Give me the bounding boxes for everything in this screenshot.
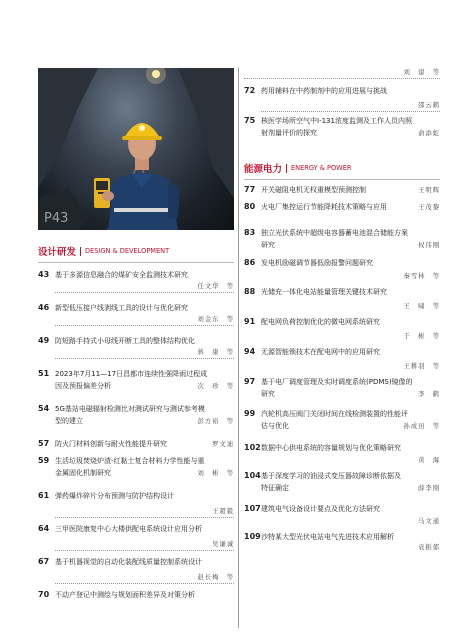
- cover-photo-miner: [38, 68, 234, 230]
- toc-page-number: 91: [244, 317, 256, 326]
- toc-author: 次 珍 等: [197, 383, 234, 390]
- toc-page-number: 75: [244, 116, 256, 125]
- toc-page-number: 80: [244, 202, 256, 211]
- right-column: [244, 68, 440, 555]
- toc-title: 开关磁阻电机无权重模型预测控制: [261, 186, 366, 194]
- toc-author: 黄 海: [418, 457, 440, 464]
- toc-title: 独立光伏系统中超级电容器蓄电池混合储能方案 研究: [261, 229, 408, 249]
- toc-title: 药用辅料在中药制剂中的应用进展与挑战: [261, 87, 387, 95]
- toc-author: 王 啸 等: [403, 303, 440, 310]
- toc-author: 王明辉: [418, 187, 440, 194]
- right-pre-list: [244, 85, 440, 155]
- toc-page-number: 77: [244, 185, 256, 194]
- toc-page-number: 59: [38, 456, 50, 465]
- left-column: [38, 68, 234, 605]
- toc-page-number: 51: [38, 369, 50, 378]
- toc-page-number: 49: [38, 336, 50, 345]
- toc-author: 于 彬 等: [403, 333, 440, 340]
- toc-author: 权伟刚: [418, 242, 440, 249]
- toc-author: 刘金东 等: [55, 315, 234, 326]
- left-toc-list: [38, 269, 234, 605]
- toc-author: 任文华 等: [55, 282, 234, 293]
- section-rule: [244, 179, 440, 180]
- right-toc-list: [244, 184, 440, 555]
- toc-entry[interactable]: [38, 403, 234, 438]
- toc-page-number: 104: [244, 471, 261, 480]
- toc-entry[interactable]: [244, 408, 440, 442]
- toc-entry[interactable]: [38, 302, 234, 335]
- toc-page-number: 54: [38, 404, 50, 413]
- toc-page-number: 64: [38, 524, 50, 533]
- toc-author: 王耕羽 等: [403, 363, 440, 370]
- toc-page-number: 46: [38, 303, 50, 312]
- toc-author: 邵云鹤: [261, 101, 440, 112]
- toc-author: 赵长梅 等: [55, 573, 234, 584]
- toc-entry[interactable]: [244, 470, 440, 503]
- toc-entry[interactable]: [38, 368, 234, 403]
- toc-page-number: 72: [244, 86, 256, 95]
- toc-title: 基于深度学习的油浸式变压器故障诊断依据及 特征确定: [261, 472, 401, 492]
- toc-title: 基于电厂调度管理及实时调度系统(PDMS)镜像的 研究: [261, 378, 413, 398]
- toc-entry[interactable]: [244, 286, 440, 316]
- toc-entry[interactable]: [244, 227, 440, 257]
- toc-title: 火电厂集控运行节能降耗技术策略与应用: [261, 203, 387, 211]
- toc-title: 发电机励磁调节器低励报警问题研究: [261, 259, 373, 267]
- toc-author: 吴谦诚: [55, 540, 234, 551]
- toc-author: 俞添虹: [418, 130, 440, 137]
- toc-entry[interactable]: [244, 346, 440, 376]
- toc-author: 薛李刚: [418, 485, 440, 492]
- toc-page-number: 94: [244, 347, 256, 356]
- toc-entry[interactable]: [244, 442, 440, 470]
- toc-entry[interactable]: [244, 503, 440, 531]
- toc-author: 蒋 康 等: [55, 348, 234, 359]
- toc-title: 2023年7月11—17日昌都市连续性强降雨过程成 因及预报偏差分析: [55, 370, 208, 390]
- toc-title: 防短路手持式小母线开断工具的整体结构优化: [55, 337, 195, 345]
- toc-author: 袁振郁: [418, 544, 440, 551]
- toc-title: 配电网负荷控制优化的微电网系统研究: [261, 318, 380, 326]
- toc-entry[interactable]: [244, 316, 440, 346]
- toc-page-number: 88: [244, 287, 256, 296]
- section-title-en: ENERGY & POWER: [291, 164, 352, 172]
- toc-title: 数据中心供电系统的容量规划与优化策略研究: [261, 444, 401, 452]
- toc-page-number: 57: [38, 439, 50, 448]
- toc-title: 5G基站电磁辐射检测比对测试研究与测试参考模 型的建立: [55, 405, 205, 425]
- toc-title: 基于多源信息融合的煤矿安全监测技术研究: [55, 271, 188, 279]
- toc-page-number: 97: [244, 377, 256, 386]
- section-title-cn: 能源电力: [244, 164, 283, 175]
- toc-entry[interactable]: [244, 257, 440, 286]
- toc-author: 马文通: [418, 518, 440, 525]
- design-development-heading: [38, 244, 234, 263]
- toc-title: 无源智能锁技术在配电网中的应用研究: [261, 348, 380, 356]
- column-divider: [238, 68, 239, 628]
- toc-page-number: 70: [38, 590, 50, 599]
- toc-entry[interactable]: [38, 490, 234, 523]
- toc-author: 王超毅: [55, 507, 234, 518]
- toc-author: 彭方裕 等: [197, 418, 234, 425]
- toc-title: 新型低压接户线剥线工具的设计与优化研究: [55, 304, 188, 312]
- toc-title: 弹药爆炸碎片分布预测与防护结构设计: [55, 492, 174, 500]
- energy-power-heading: [244, 161, 440, 180]
- toc-entry[interactable]: [38, 269, 234, 302]
- section-rule: [38, 262, 234, 263]
- section-divider-bar: [80, 247, 81, 256]
- toc-entry[interactable]: [244, 85, 440, 115]
- toc-entry[interactable]: [244, 201, 440, 227]
- section-title-en: DESIGN & DEVELOPMENT: [85, 247, 170, 255]
- toc-page-number: 109: [244, 532, 261, 541]
- toc-author: 罗文迪: [212, 441, 234, 448]
- toc-author: 孙成田 等: [403, 423, 440, 430]
- toc-title: 生活垃圾焚烧炉渣-红黏土复合材料力学性能与重 金属固化机制研究: [55, 457, 205, 477]
- toc-entry[interactable]: [38, 438, 234, 455]
- toc-page-number: 107: [244, 504, 261, 513]
- toc-page-number: 86: [244, 258, 256, 267]
- toc-entry[interactable]: [38, 523, 234, 556]
- toc-title: 基于机器视觉的自动化装配线质量控制系统设计: [55, 558, 202, 566]
- toc-title: 不动产登记中测绘与规划面积差异及对策分析: [55, 591, 195, 599]
- cover-page-label: P43: [44, 211, 69, 226]
- toc-title: 光储充一体化电站能量管理关键技术研究: [261, 288, 387, 296]
- toc-entry[interactable]: [38, 589, 234, 605]
- toc-author: 刘 彬 等: [197, 470, 234, 477]
- toc-page-number: 83: [244, 228, 256, 237]
- toc-title: 沙特某大型光伏电站电气先进技术应用解析: [261, 533, 394, 541]
- toc-author: 秦雪林 等: [403, 273, 440, 280]
- toc-page-number: 61: [38, 491, 50, 500]
- toc-author: 王茂黎: [418, 204, 440, 211]
- toc-page-number: 102: [244, 443, 261, 452]
- toc-entry[interactable]: [244, 115, 440, 155]
- toc-title: 核医学场所空气中I-131浓度监测及工作人员内照 射剂量评价的探究: [261, 117, 412, 137]
- toc-title: 建筑电气设备设计要点及优化方法研究: [261, 505, 380, 513]
- toc-page-number: 99: [244, 409, 256, 418]
- toc-title: 防火门材料创新与耐火性能提升研究: [55, 440, 167, 448]
- toc-entry[interactable]: [38, 455, 234, 490]
- toc-entry[interactable]: [38, 556, 234, 589]
- section-divider-bar: [286, 164, 287, 173]
- toc-entry[interactable]: [244, 184, 440, 201]
- toc-entry[interactable]: [244, 531, 440, 555]
- toc-title: 三甲医院康复中心大楼供配电系统设计应用分析: [55, 525, 202, 533]
- toc-page-number: 67: [38, 557, 50, 566]
- continued-author: 刘 建 等: [244, 68, 440, 79]
- toc-entry[interactable]: [244, 376, 440, 408]
- section-title-cn: 设计研发: [38, 247, 77, 258]
- toc-page-number: 43: [38, 270, 50, 279]
- miner-illustration: [38, 68, 234, 230]
- toc-entry[interactable]: [38, 335, 234, 368]
- toc-author: 李 鹤: [418, 391, 440, 398]
- toc-title: 汽轮机高压阀门关闭时间在线检测装置的性能评 估与优化: [261, 410, 408, 430]
